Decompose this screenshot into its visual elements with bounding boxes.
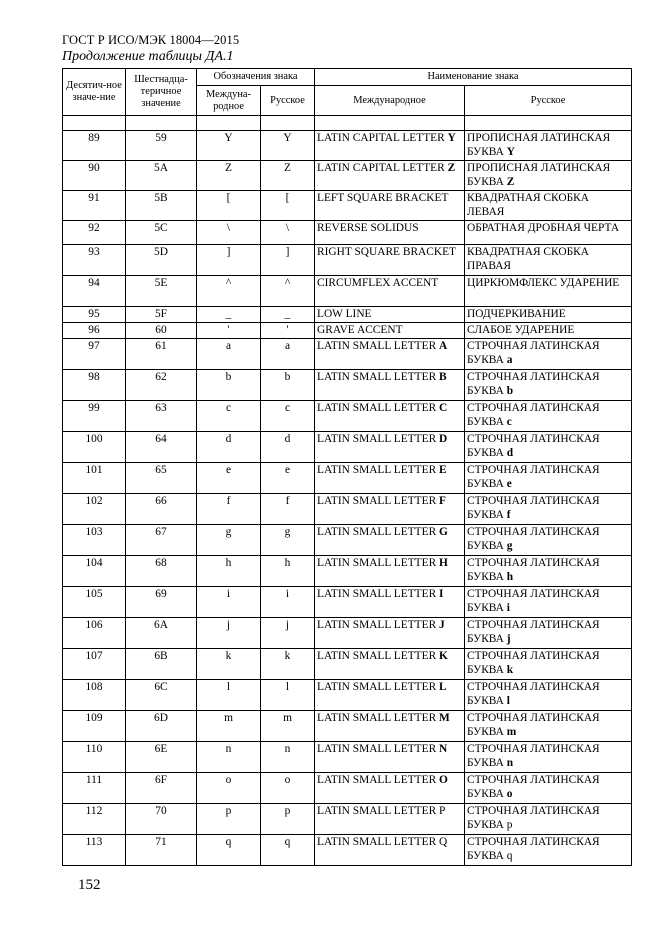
- name-ru-text: КВАДРАТНАЯ СКОБКА ПРАВАЯ: [467, 246, 589, 272]
- cell-designation-intl: n: [197, 742, 261, 773]
- cell-name-intl: [315, 680, 465, 711]
- cell-hex: 6E: [126, 742, 197, 773]
- cell-name-intl: [315, 525, 465, 556]
- name-ru-text: СТРОЧНАЯ ЛАТИНСКАЯ БУКВА: [467, 557, 600, 583]
- cell-hex: 69: [126, 587, 197, 618]
- cell-name-ru: [465, 161, 632, 191]
- name-ru-letter: e: [506, 478, 512, 490]
- name-ru-text: СТРОЧНАЯ ЛАТИНСКАЯ БУКВА: [467, 650, 600, 676]
- name-intl-letter: D: [439, 433, 448, 445]
- name-ru-letter: i: [506, 602, 510, 614]
- cell-designation-intl: [: [197, 191, 261, 221]
- header-designation: Обозначения знака: [197, 69, 315, 86]
- table-row: [63, 649, 632, 680]
- table-row: [63, 221, 632, 245]
- name-intl-letter: Z: [447, 162, 456, 174]
- cell-decimal: 97: [63, 339, 126, 370]
- cell-designation-ru: _: [261, 307, 315, 323]
- name-ru-text: СТРОЧНАЯ ЛАТИНСКАЯ БУКВА: [467, 743, 600, 769]
- name-intl-text: LATIN SMALL LETTER: [317, 712, 440, 724]
- name-ru-text: ЦИРКЮМФЛЕКС УДАРЕНИЕ: [467, 277, 620, 289]
- header-name: Наименование знака: [315, 69, 632, 86]
- cell-decimal: 90: [63, 161, 126, 191]
- cell-decimal: 100: [63, 432, 126, 463]
- cell-designation-ru: d: [261, 432, 315, 463]
- cell-hex: 5A: [126, 161, 197, 191]
- cell-decimal: 91: [63, 191, 126, 221]
- cell-designation-ru: i: [261, 587, 315, 618]
- cell-designation-ru: q: [261, 835, 315, 866]
- name-intl-text: LATIN SMALL LETTER: [317, 433, 440, 445]
- name-intl-letter: J: [439, 619, 445, 631]
- cell-designation-intl: j: [197, 618, 261, 649]
- cell-designation-ru: j: [261, 618, 315, 649]
- cell-name-ru: [465, 835, 632, 866]
- cell-hex: 6D: [126, 711, 197, 742]
- cell-decimal: 109: [63, 711, 126, 742]
- cell-designation-intl: i: [197, 587, 261, 618]
- cell-hex: 5D: [126, 245, 197, 276]
- cell-hex: 5F: [126, 307, 197, 323]
- name-intl-text: CIRCUMFLEX ACCENT: [317, 277, 439, 289]
- cell-name-intl: [315, 835, 465, 866]
- name-intl-letter: F: [439, 495, 446, 507]
- table-row: [63, 339, 632, 370]
- cell-decimal: 101: [63, 463, 126, 494]
- cell-decimal: 104: [63, 556, 126, 587]
- name-ru-letter: o: [506, 788, 513, 800]
- cell-name-ru: [465, 323, 632, 339]
- header-name-ru: Русское: [465, 86, 632, 116]
- cell-designation-intl: a: [197, 339, 261, 370]
- cell-decimal: 92: [63, 221, 126, 245]
- name-ru-text: СТРОЧНАЯ ЛАТИНСКАЯ БУКВА: [467, 712, 600, 738]
- cell-name-intl: [315, 245, 465, 276]
- cell-designation-ru: c: [261, 401, 315, 432]
- name-intl-text: LATIN SMALL LETTER: [317, 588, 440, 600]
- name-intl-text: LATIN SMALL LETTER: [317, 495, 440, 507]
- table-row: [63, 323, 632, 339]
- header-designation-ru: Русское: [261, 86, 315, 116]
- cell-name-ru: [465, 711, 632, 742]
- cell-designation-ru: o: [261, 773, 315, 804]
- cell-decimal: 89: [63, 131, 126, 161]
- cell-designation-intl: ]: [197, 245, 261, 276]
- cell-name-ru: [465, 587, 632, 618]
- name-intl-text: LATIN SMALL LETTER: [317, 774, 440, 786]
- name-intl-text: LATIN SMALL LETTER: [317, 464, 440, 476]
- cell-designation-ru: ^: [261, 276, 315, 307]
- cell-designation-intl: q: [197, 835, 261, 866]
- cell-hex: 60: [126, 323, 197, 339]
- cell-hex: 65: [126, 463, 197, 494]
- cell-hex: 5E: [126, 276, 197, 307]
- cell-designation-ru: m: [261, 711, 315, 742]
- name-intl-letter: G: [439, 526, 448, 538]
- cell-name-ru: [465, 432, 632, 463]
- cell-designation-intl: \: [197, 221, 261, 245]
- cell-name-intl: [315, 618, 465, 649]
- character-table: [62, 68, 632, 866]
- cell-name-intl: [315, 307, 465, 323]
- cell-decimal: 106: [63, 618, 126, 649]
- cell-name-ru: [465, 245, 632, 276]
- table-row: [63, 587, 632, 618]
- cell-hex: 66: [126, 494, 197, 525]
- cell-name-intl: [315, 131, 465, 161]
- name-ru-letter: j: [506, 633, 511, 645]
- page-number: 152: [78, 877, 101, 893]
- table-row: [63, 773, 632, 804]
- name-intl-text: LOW LINE: [317, 308, 372, 320]
- name-ru-letter: c: [506, 416, 512, 428]
- cell-name-ru: [465, 742, 632, 773]
- table-row: [63, 276, 632, 307]
- cell-name-ru: [465, 221, 632, 245]
- cell-name-intl: [315, 494, 465, 525]
- name-ru-text: СТРОЧНАЯ ЛАТИНСКАЯ БУКВА: [467, 464, 600, 490]
- name-ru-text: СТРОЧНАЯ ЛАТИНСКАЯ БУКВА: [467, 495, 600, 521]
- cell-hex: 70: [126, 804, 197, 835]
- cell-hex: 6F: [126, 773, 197, 804]
- cell-name-ru: [465, 370, 632, 401]
- name-ru-text: СТРОЧНАЯ ЛАТИНСКАЯ БУКВА: [467, 526, 600, 552]
- name-intl-text: LATIN SMALL LETTER: [317, 371, 440, 383]
- name-ru-letter: m: [506, 726, 517, 738]
- cell-name-ru: [465, 556, 632, 587]
- cell-decimal: 98: [63, 370, 126, 401]
- name-ru-letter: k: [506, 664, 514, 676]
- cell-hex: 64: [126, 432, 197, 463]
- cell-designation-ru: k: [261, 649, 315, 680]
- cell-hex: 67: [126, 525, 197, 556]
- cell-decimal: 93: [63, 245, 126, 276]
- name-ru-text: ОБРАТНАЯ ДРОБНАЯ ЧЕРТА: [467, 222, 620, 234]
- cell-designation-intl: d: [197, 432, 261, 463]
- cell-designation-intl: k: [197, 649, 261, 680]
- name-ru-text: СТРОЧНАЯ ЛАТИНСКАЯ БУКВА p: [467, 805, 600, 831]
- cell-decimal: 113: [63, 835, 126, 866]
- cell-name-ru: [465, 463, 632, 494]
- cell-designation-ru: e: [261, 463, 315, 494]
- cell-decimal: 105: [63, 587, 126, 618]
- cell-name-intl: [315, 161, 465, 191]
- table-row: [63, 494, 632, 525]
- cell-name-intl: [315, 463, 465, 494]
- name-ru-text: СТРОЧНАЯ ЛАТИНСКАЯ БУКВА: [467, 774, 600, 800]
- cell-designation-ru: ': [261, 323, 315, 339]
- cell-decimal: 99: [63, 401, 126, 432]
- name-ru-letter: f: [506, 509, 511, 521]
- header-decimal: Десятич-ное значе-ние: [63, 69, 126, 116]
- cell-decimal: 102: [63, 494, 126, 525]
- cell-decimal: 107: [63, 649, 126, 680]
- cell-decimal: 110: [63, 742, 126, 773]
- table-row: [63, 680, 632, 711]
- cell-name-intl: [315, 401, 465, 432]
- cell-name-ru: [465, 680, 632, 711]
- name-ru-letter: g: [506, 540, 513, 552]
- cell-designation-intl: Z: [197, 161, 261, 191]
- header-designation-intl: Междуна-родное: [197, 86, 261, 116]
- table-row: [63, 401, 632, 432]
- name-intl-text: LATIN SMALL LETTER: [317, 619, 440, 631]
- name-intl-text: LATIN SMALL LETTER: [317, 340, 440, 352]
- cell-name-ru: [465, 401, 632, 432]
- cell-decimal: 108: [63, 680, 126, 711]
- cell-designation-ru: n: [261, 742, 315, 773]
- cell-decimal: 95: [63, 307, 126, 323]
- table-row: [63, 804, 632, 835]
- cell-name-ru: [465, 276, 632, 307]
- name-ru-text: КВАДРАТНАЯ СКОБКА ЛЕВАЯ: [467, 192, 589, 218]
- standard-code: ГОСТ Р ИСО/МЭК 18004—2015: [62, 33, 240, 47]
- name-ru-letter: Y: [506, 146, 515, 158]
- table-row: [63, 711, 632, 742]
- cell-designation-intl: ': [197, 323, 261, 339]
- cell-hex: 59: [126, 131, 197, 161]
- name-intl-text: LATIN SMALL LETTER: [317, 650, 440, 662]
- cell-name-intl: [315, 432, 465, 463]
- cell-designation-ru: g: [261, 525, 315, 556]
- name-ru-letter: d: [506, 447, 514, 459]
- cell-designation-intl: p: [197, 804, 261, 835]
- table-row: [63, 161, 632, 191]
- cell-designation-intl: Y: [197, 131, 261, 161]
- cell-designation-ru: Z: [261, 161, 315, 191]
- cell-designation-intl: e: [197, 463, 261, 494]
- name-intl-text: LEFT SQUARE BRACKET: [317, 192, 449, 204]
- name-intl-text: LATIN SMALL LETTER: [317, 681, 440, 693]
- cell-designation-ru: a: [261, 339, 315, 370]
- name-ru-text: СТРОЧНАЯ ЛАТИНСКАЯ БУКВА: [467, 588, 600, 614]
- name-ru-text: СТРОЧНАЯ ЛАТИНСКАЯ БУКВА: [467, 340, 600, 366]
- cell-designation-ru: p: [261, 804, 315, 835]
- table-row: [63, 370, 632, 401]
- name-ru-text: ПРОПИСНАЯ ЛАТИНСКАЯ БУКВА: [467, 132, 611, 158]
- cell-designation-intl: m: [197, 711, 261, 742]
- name-ru-text: СТРОЧНАЯ ЛАТИНСКАЯ БУКВА: [467, 402, 600, 428]
- cell-name-ru: [465, 525, 632, 556]
- cell-hex: 5C: [126, 221, 197, 245]
- table-body: [63, 131, 632, 866]
- table-row: [63, 463, 632, 494]
- name-intl-letter: H: [439, 557, 448, 569]
- cell-designation-intl: b: [197, 370, 261, 401]
- name-intl-letter: E: [439, 464, 447, 476]
- cell-decimal: 94: [63, 276, 126, 307]
- header-hex: Шестнадца-теричное значение: [126, 69, 197, 116]
- cell-hex: 68: [126, 556, 197, 587]
- cell-hex: 5B: [126, 191, 197, 221]
- cell-name-ru: [465, 618, 632, 649]
- name-ru-letter: a: [506, 354, 513, 366]
- cell-name-ru: [465, 804, 632, 835]
- cell-name-ru: [465, 191, 632, 221]
- cell-decimal: 96: [63, 323, 126, 339]
- table-row: [63, 131, 632, 161]
- cell-name-intl: [315, 276, 465, 307]
- cell-name-intl: [315, 221, 465, 245]
- cell-name-ru: [465, 131, 632, 161]
- cell-name-ru: [465, 649, 632, 680]
- cell-designation-ru: l: [261, 680, 315, 711]
- name-ru-text: ПРОПИСНАЯ ЛАТИНСКАЯ БУКВА: [467, 162, 611, 188]
- name-ru-text: СЛАБОЕ УДАРЕНИЕ: [467, 324, 575, 336]
- name-ru-letter: n: [506, 757, 514, 769]
- name-intl-text: LATIN SMALL LETTER: [317, 526, 440, 538]
- table-row: [63, 432, 632, 463]
- table-row: [63, 556, 632, 587]
- name-intl-text: LATIN SMALL LETTER: [317, 557, 440, 569]
- table-row: [63, 742, 632, 773]
- cell-designation-ru: Y: [261, 131, 315, 161]
- name-intl-text: LATIN SMALL LETTER Q: [317, 836, 448, 848]
- name-intl-text: LATIN SMALL LETTER: [317, 402, 440, 414]
- name-intl-letter: L: [439, 681, 447, 693]
- name-intl-letter: I: [439, 588, 444, 600]
- cell-designation-intl: c: [197, 401, 261, 432]
- cell-decimal: 111: [63, 773, 126, 804]
- name-intl-letter: K: [439, 650, 448, 662]
- name-ru-text: СТРОЧНАЯ ЛАТИНСКАЯ БУКВА: [467, 619, 600, 645]
- cell-designation-ru: f: [261, 494, 315, 525]
- name-ru-letter: l: [506, 695, 510, 707]
- cell-designation-intl: h: [197, 556, 261, 587]
- name-intl-letter: N: [439, 743, 448, 755]
- name-ru-text: СТРОЧНАЯ ЛАТИНСКАЯ БУКВА: [467, 681, 600, 707]
- cell-hex: 63: [126, 401, 197, 432]
- name-ru-letter: Z: [506, 176, 515, 188]
- name-intl-text: LATIN CAPITAL LETTER: [317, 162, 448, 174]
- name-intl-text: LATIN SMALL LETTER: [317, 743, 440, 755]
- cell-name-intl: [315, 323, 465, 339]
- cell-name-intl: [315, 804, 465, 835]
- cell-designation-ru: h: [261, 556, 315, 587]
- cell-decimal: 112: [63, 804, 126, 835]
- name-ru-letter: b: [506, 385, 514, 397]
- cell-designation-intl: l: [197, 680, 261, 711]
- cell-name-ru: [465, 307, 632, 323]
- cell-hex: 62: [126, 370, 197, 401]
- table-caption: Продолжение таблицы ДА.1: [62, 49, 234, 64]
- cell-name-intl: [315, 191, 465, 221]
- cell-designation-ru: [: [261, 191, 315, 221]
- cell-name-ru: [465, 339, 632, 370]
- cell-designation-intl: g: [197, 525, 261, 556]
- cell-designation-ru: b: [261, 370, 315, 401]
- cell-name-intl: [315, 556, 465, 587]
- header-name-intl: Международное: [315, 86, 465, 116]
- cell-hex: 6B: [126, 649, 197, 680]
- name-intl-letter: C: [439, 402, 448, 414]
- cell-name-intl: [315, 711, 465, 742]
- cell-designation-ru: ]: [261, 245, 315, 276]
- cell-hex: 6A: [126, 618, 197, 649]
- name-intl-letter: Y: [447, 132, 456, 144]
- table-row: [63, 618, 632, 649]
- table-row: [63, 307, 632, 323]
- name-intl-text: RIGHT SQUARE BRACKET: [317, 246, 457, 258]
- cell-hex: 71: [126, 835, 197, 866]
- name-intl-letter: O: [439, 774, 448, 786]
- cell-name-ru: [465, 494, 632, 525]
- table-row: [63, 245, 632, 276]
- cell-name-intl: [315, 370, 465, 401]
- name-intl-text: GRAVE ACCENT: [317, 324, 403, 336]
- name-ru-text: ПОДЧЕРКИВАНИЕ: [467, 308, 566, 320]
- name-ru-text: СТРОЧНАЯ ЛАТИНСКАЯ БУКВА: [467, 433, 600, 459]
- name-intl-letter: A: [439, 340, 448, 352]
- cell-decimal: 103: [63, 525, 126, 556]
- name-ru-letter: h: [506, 571, 514, 583]
- table-row: [63, 525, 632, 556]
- cell-designation-intl: f: [197, 494, 261, 525]
- name-intl-text: LATIN SMALL LETTER P: [317, 805, 446, 817]
- name-ru-text: СТРОЧНАЯ ЛАТИНСКАЯ БУКВА: [467, 371, 600, 397]
- cell-hex: 61: [126, 339, 197, 370]
- table-row: [63, 835, 632, 866]
- cell-designation-ru: \: [261, 221, 315, 245]
- cell-name-intl: [315, 742, 465, 773]
- table-row: [63, 191, 632, 221]
- cell-designation-intl: o: [197, 773, 261, 804]
- cell-name-ru: [465, 773, 632, 804]
- cell-name-intl: [315, 649, 465, 680]
- name-intl-letter: B: [439, 371, 447, 383]
- cell-designation-intl: ^: [197, 276, 261, 307]
- name-ru-text: СТРОЧНАЯ ЛАТИНСКАЯ БУКВА q: [467, 836, 600, 862]
- cell-designation-intl: _: [197, 307, 261, 323]
- cell-name-intl: [315, 773, 465, 804]
- header-spacer-row: [63, 116, 632, 131]
- name-intl-letter: M: [439, 712, 450, 724]
- cell-name-intl: [315, 339, 465, 370]
- cell-hex: 6C: [126, 680, 197, 711]
- cell-name-intl: [315, 587, 465, 618]
- name-intl-text: LATIN CAPITAL LETTER: [317, 132, 448, 144]
- name-intl-text: REVERSE SOLIDUS: [317, 222, 419, 234]
